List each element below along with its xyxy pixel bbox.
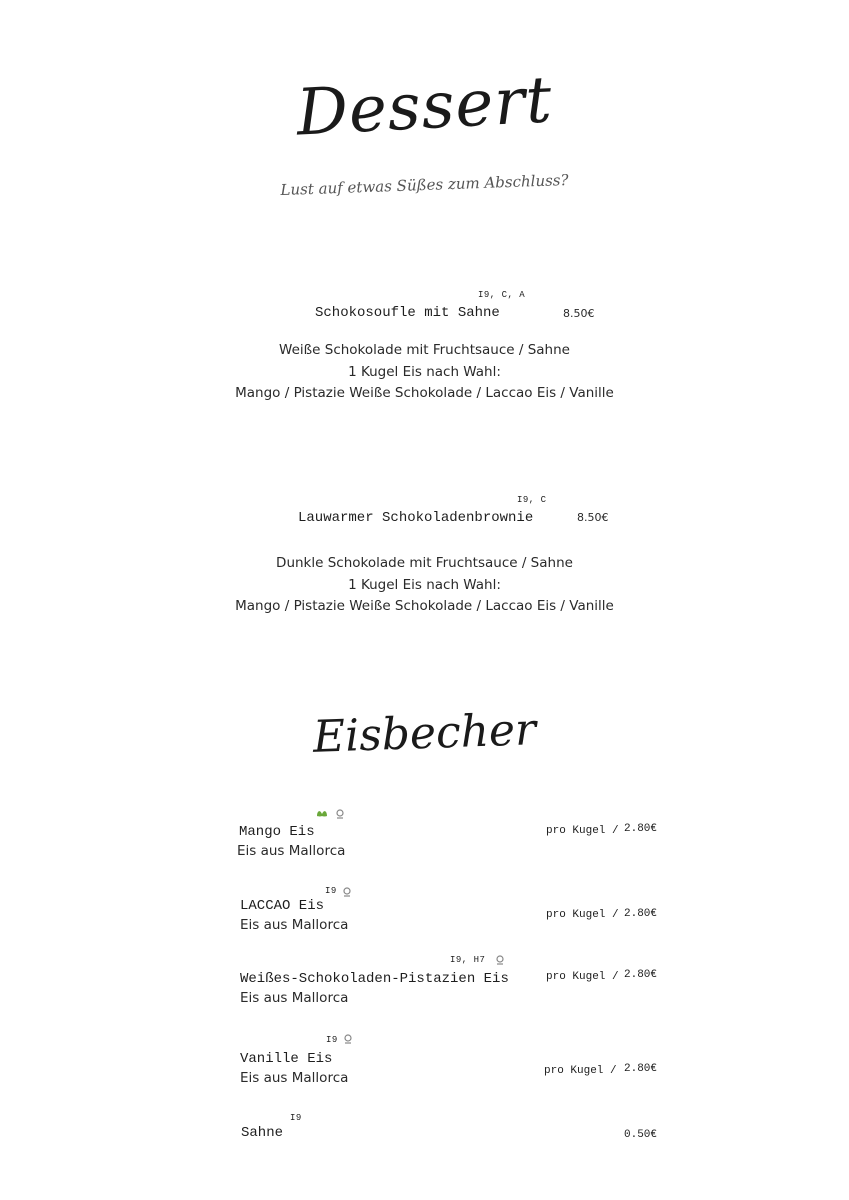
wheat-icon (495, 955, 505, 965)
item-price: 2.80€ (624, 908, 658, 920)
item-subtitle: Eis aus Mallorca (237, 843, 346, 859)
item-unit: pro Kugel / (546, 971, 619, 983)
item-name: Weißes-Schokoladen-Pistazien Eis (240, 971, 509, 987)
allergen-codes: I9, C (517, 495, 547, 505)
dish-description (0, 340, 849, 405)
item-subtitle: Eis aus Mallorca (240, 990, 349, 1006)
description-line: 1 Kugel Eis nach Wahl: (348, 363, 501, 380)
item-unit: pro Kugel / (544, 1065, 617, 1077)
dish-price: 8.50€ (563, 307, 595, 320)
description-line: Dunkle Schokolade mit Fruchtsauce / Sahne (276, 555, 573, 571)
vegan-leaf-icon (316, 808, 328, 818)
wheat-icon (342, 887, 352, 897)
allergen-codes: I9 (326, 1035, 338, 1045)
description-line: Mango / Pistazie Weiße Schokolade / Laccao Eis / Vanille (235, 385, 614, 401)
item-price: 0.50€ (624, 1129, 658, 1141)
wheat-icon (335, 809, 345, 819)
wheat-icon (343, 1034, 353, 1044)
dish-price: 8.50€ (577, 511, 609, 524)
item-price: 2.80€ (624, 823, 658, 835)
item-unit: pro Kugel / (546, 909, 619, 921)
allergen-codes: I9 (290, 1113, 302, 1123)
dish-description (0, 553, 849, 618)
description-line: Mango / Pistazie Weiße Schokolade / Laccao Eis / Vanille (235, 598, 614, 614)
description-line: Weiße Schokolade mit Fruchtsauce / Sahne (279, 342, 570, 358)
allergen-codes: I9, C, A (478, 290, 526, 300)
allergen-codes: I9, H7 (450, 955, 486, 965)
item-price: 2.80€ (624, 1063, 658, 1075)
item-name: Vanille Eis (240, 1051, 333, 1067)
allergen-codes: I9 (325, 886, 337, 896)
item-price: 2.80€ (624, 969, 658, 981)
tagline: Lust auf etwas Süßes zum Abschluss? (280, 170, 569, 200)
item-unit: pro Kugel / (546, 825, 619, 837)
dish-name: Lauwarmer Schokoladenbrownie (298, 510, 534, 526)
item-name: Sahne (241, 1125, 284, 1141)
item-name: LACCAO Eis (240, 898, 325, 914)
dish-name: Schokosoufle mit Sahne (315, 305, 500, 321)
page-title: Dessert (294, 63, 555, 151)
item-name: Mango Eis (239, 824, 315, 840)
item-subtitle: Eis aus Mallorca (240, 1070, 349, 1086)
section-title: Eisbecher (312, 704, 537, 763)
description-line: 1 Kugel Eis nach Wahl: (348, 576, 501, 593)
item-subtitle: Eis aus Mallorca (240, 917, 349, 933)
